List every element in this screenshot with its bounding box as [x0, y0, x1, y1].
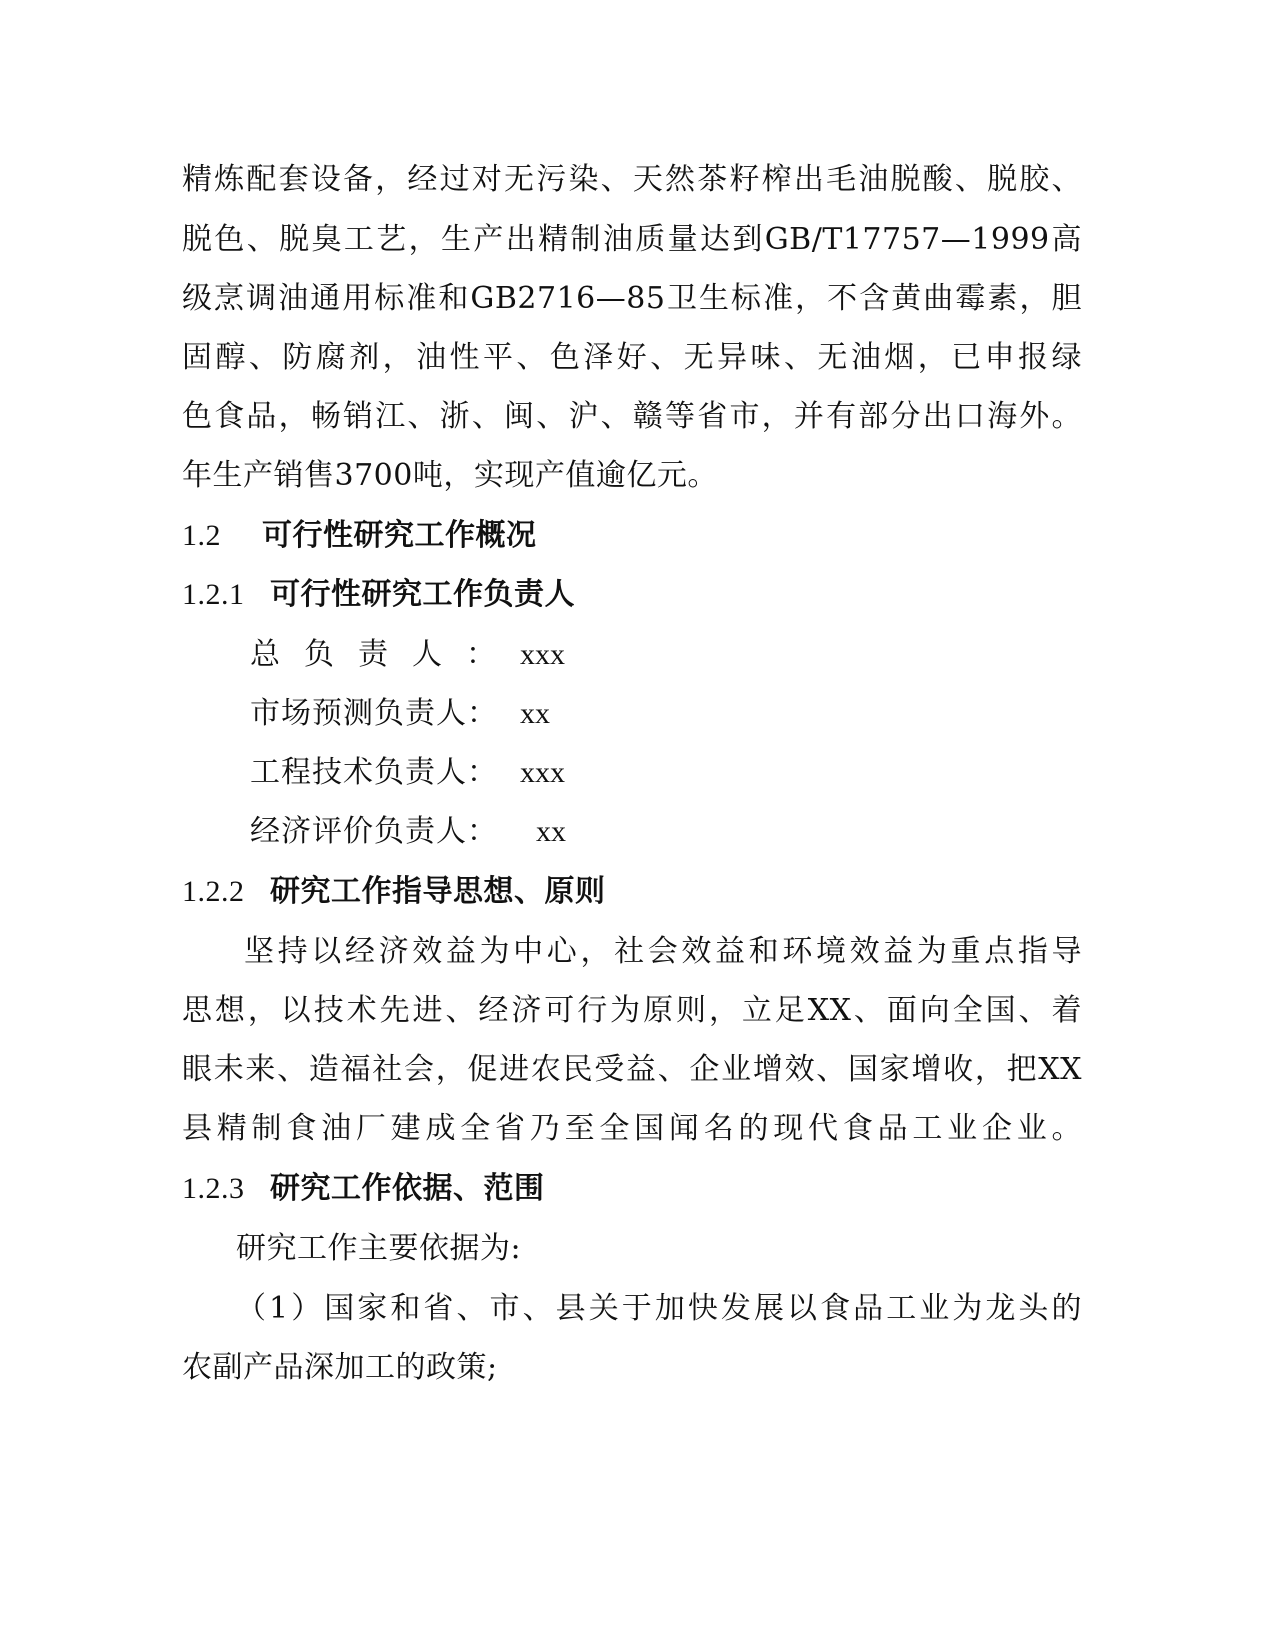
person-name: xxx — [520, 638, 565, 671]
paragraph-line: 年生产销售3700吨，实现产值逾亿元。 — [182, 458, 718, 493]
section-number: 1.2 — [182, 519, 221, 552]
person-role: 经济评价负责人： — [250, 814, 498, 849]
person-name: xx — [520, 697, 550, 730]
section-number: 1.2.1 — [182, 578, 245, 611]
list-item-line: （1）国家和省、市、县关于加快发展以食品工业为龙头的 — [236, 1291, 1082, 1326]
paragraph-line: 色食品，畅销江、浙、闽、沪、赣等省市，并有部分出口海外。 — [182, 399, 1082, 434]
paragraph-line: 坚持以经济效益为中心，社会效益和环境效益为重点指导 — [244, 934, 1082, 969]
person-row-market — [250, 694, 550, 734]
paragraph-line: 精炼配套设备，经过对无污染、天然茶籽榨出毛油脱酸、脱胶、 — [182, 162, 1082, 197]
paragraph-line: 眼未来、造福社会，促进农民受益、企业增效、国家增收，把XX — [182, 1052, 1082, 1087]
person-name: xx — [536, 815, 566, 848]
section-number: 1.2.3 — [182, 1172, 245, 1205]
person-role: 总负责人： — [250, 637, 520, 672]
section-heading-1-2-2 — [182, 872, 1082, 912]
section-title: 研究工作依据、范围 — [270, 1171, 545, 1206]
person-row-chief — [250, 635, 565, 675]
paragraph-line: 级烹调油通用标准和GB2716—85卫生标准，不含黄曲霉素，胆 — [182, 281, 1082, 316]
section-title: 可行性研究工作概况 — [262, 518, 537, 553]
section-title: 可行性研究工作负责人 — [270, 577, 576, 612]
paragraph-line: 思想，以技术先进、经济可行为原则，立足XX、面向全国、着 — [182, 993, 1082, 1028]
paragraph-line: 县精制食油厂建成全省乃至全国闻名的现代食品工业企业。 — [182, 1111, 1082, 1146]
section-title: 研究工作指导思想、原则 — [270, 874, 606, 909]
paragraph-line: 固醇、防腐剂，油性平、色泽好、无异味、无油烟，已申报绿 — [182, 340, 1082, 375]
list-item-line: 农副产品深加工的政策; — [182, 1350, 498, 1385]
section-heading-1-2-3 — [182, 1169, 1082, 1209]
person-name: xxx — [520, 756, 565, 789]
person-row-engineering — [250, 753, 565, 793]
person-role: 工程技术负责人： — [250, 755, 498, 790]
paragraph-line: 研究工作主要依据为: — [236, 1231, 522, 1266]
person-role: 市场预测负责人： — [250, 696, 498, 731]
section-heading-1-2 — [182, 516, 1082, 556]
section-number: 1.2.2 — [182, 875, 245, 908]
paragraph-line: 脱色、脱臭工艺，生产出精制油质量达到GB/T17757—1999高 — [182, 222, 1082, 257]
person-row-economic — [250, 812, 566, 852]
section-heading-1-2-1 — [182, 575, 1082, 615]
